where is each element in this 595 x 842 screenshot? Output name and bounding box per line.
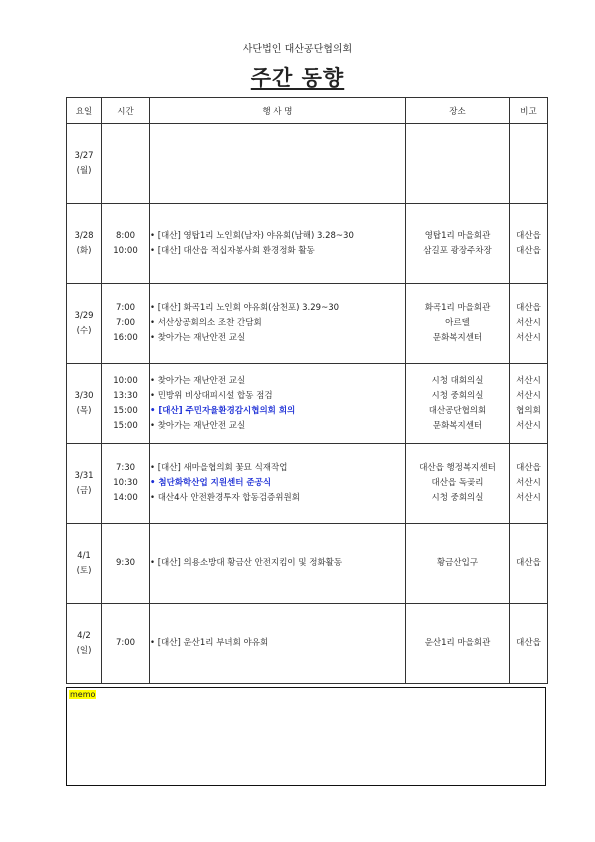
event-item: • [대산] 주민자율환경감시협의회 회의	[150, 405, 296, 416]
event-item: • [대산] 의용소방대 황금산 안전지킴이 및 정화활동	[150, 558, 343, 568]
note-text: 대산읍	[516, 638, 541, 648]
time-text: 9:30	[115, 558, 136, 568]
header-event: 행 사 명	[150, 98, 406, 124]
weekday-text: (화)	[76, 245, 92, 256]
weekly-schedule-table	[66, 97, 548, 684]
note-cell	[510, 604, 548, 684]
table-row	[67, 284, 548, 364]
place-cell	[406, 364, 510, 444]
day-cell	[67, 444, 102, 524]
time-text: 8:00	[115, 230, 136, 241]
place-text: 시청 중회의실	[431, 390, 484, 401]
note-cell	[510, 124, 548, 204]
header-day: 요일	[67, 98, 102, 124]
event-cell	[150, 524, 406, 604]
note-text: 대산읍	[516, 230, 541, 241]
memo-label: memo	[70, 690, 96, 699]
time-cell	[102, 524, 150, 604]
date-text: 3/29	[74, 310, 94, 321]
note-cell	[510, 284, 548, 364]
time-text: 7:00	[115, 318, 136, 328]
table-row	[67, 604, 548, 684]
event-cell	[150, 604, 406, 684]
note-cell	[510, 524, 548, 604]
day-cell	[67, 204, 102, 284]
table-row	[67, 524, 548, 604]
weekday-text: (토)	[76, 565, 92, 576]
event-item: • [대산] 대산읍 적십자봉사회 환경정화 활동	[150, 245, 315, 256]
place-text: 시청 대회의실	[431, 375, 484, 386]
event-cell	[150, 284, 406, 364]
place-text: 문화복지센터	[432, 333, 483, 343]
place-cell	[406, 284, 510, 364]
table-row	[67, 204, 548, 284]
place-text: 영탑1리 마을회관	[424, 230, 491, 241]
event-cell	[150, 364, 406, 444]
time-cell	[102, 604, 150, 684]
table-row	[67, 124, 548, 204]
time-cell	[102, 444, 150, 524]
time-text: 7:00	[115, 303, 136, 313]
time-text: 15:00	[113, 405, 138, 416]
date-text: 3/31	[74, 470, 94, 481]
note-text: 서산시	[516, 375, 541, 386]
place-text: 문화복지센터	[432, 420, 483, 431]
note-text: 대산읍	[516, 245, 541, 256]
note-text: 서산시	[516, 493, 541, 503]
table-row	[67, 364, 548, 444]
note-cell	[510, 444, 548, 524]
time-cell	[102, 284, 150, 364]
place-text: 대산읍 독곶리	[431, 478, 484, 488]
event-item: • 서산상공회의소 조찬 간담회	[150, 318, 262, 328]
place-cell	[406, 204, 510, 284]
event-item: • [대산] 영탑1리 노인회(남자) 야유회(남해) 3.28~30	[150, 230, 354, 241]
note-text: 서산시	[516, 420, 541, 431]
time-text: 14:00	[113, 493, 138, 503]
event-item: • 대산4사 안전환경투자 합동검증위원회	[150, 493, 300, 503]
event-item: • [대산] 운산1리 부녀회 야유회	[150, 638, 269, 648]
note-text: 서산시	[516, 333, 541, 343]
date-text: 3/28	[74, 230, 94, 241]
note-text: 대산읍	[516, 558, 541, 568]
time-cell	[102, 204, 150, 284]
time-text: 7:00	[115, 638, 136, 648]
weekday-text: (일)	[76, 645, 92, 656]
place-cell	[406, 124, 510, 204]
place-text: 시청 중회의실	[431, 493, 484, 503]
day-cell	[67, 604, 102, 684]
day-cell	[67, 524, 102, 604]
place-text: 대산읍 행정복지센터	[419, 463, 496, 473]
day-cell	[67, 124, 102, 204]
table-header-row	[67, 98, 548, 124]
time-text: 10:00	[113, 245, 138, 256]
note-text: 대산읍	[516, 463, 541, 473]
event-item: • [대산] 화곡1리 노인회 야유회(삼천포) 3.29~30	[150, 303, 340, 313]
organization-name: 사단법인 대산공단협의회	[242, 44, 353, 55]
event-cell	[150, 444, 406, 524]
date-text: 3/30	[74, 390, 94, 401]
date-text: 4/2	[77, 630, 91, 641]
place-text: 아르델	[445, 318, 470, 328]
place-text: 황금산입구	[436, 558, 479, 568]
event-item: • 첨단화학산업 지원센터 준공식	[150, 478, 272, 488]
event-item: • 찾아가는 재난안전 교실	[150, 333, 246, 343]
weekday-text: (수)	[76, 325, 92, 336]
note-text: 서산시	[516, 318, 541, 328]
memo-box[interactable]	[66, 687, 546, 786]
time-text: 16:00	[113, 333, 138, 343]
event-item: • 찾아가는 재난안전 교실	[150, 375, 246, 386]
event-item: • 민방위 비상대피시설 합동 점검	[150, 390, 273, 401]
note-cell	[510, 364, 548, 444]
header-place: 장소	[406, 98, 510, 124]
note-text: 서산시	[516, 478, 541, 488]
place-text: 삼길포 광장주차장	[423, 245, 492, 256]
place-text: 대산공단협의회	[428, 405, 487, 416]
header-time: 시간	[102, 98, 150, 124]
note-cell	[510, 204, 548, 284]
place-cell	[406, 524, 510, 604]
place-cell	[406, 604, 510, 684]
day-cell	[67, 364, 102, 444]
date-text: 3/27	[74, 150, 94, 161]
page-title	[0, 62, 595, 92]
weekday-text: (월)	[76, 165, 92, 176]
event-item: • [대산] 새마을협의회 꽃묘 식재작업	[150, 463, 288, 473]
weekday-text: (목)	[76, 405, 92, 416]
time-cell	[102, 364, 150, 444]
place-text: 운산1리 마을회관	[424, 638, 491, 648]
time-text: 10:00	[113, 375, 138, 386]
event-cell	[150, 204, 406, 284]
event-cell	[150, 124, 406, 204]
time-cell	[102, 124, 150, 204]
note-text: 협의회	[516, 405, 541, 416]
place-text: 화곡1리 마을회관	[424, 303, 491, 313]
note-text: 서산시	[516, 390, 541, 401]
weekday-text: (금)	[76, 485, 92, 496]
event-item: • 찾아가는 재난안전 교실	[150, 420, 246, 431]
time-text: 15:00	[113, 420, 138, 431]
time-text: 10:30	[113, 478, 138, 488]
date-text: 4/1	[77, 550, 91, 561]
note-text: 대산읍	[516, 303, 541, 313]
time-text: 7:30	[115, 463, 136, 473]
header-note: 비고	[510, 98, 548, 124]
time-text: 13:30	[113, 390, 138, 401]
place-cell	[406, 444, 510, 524]
table-row	[67, 444, 548, 524]
day-cell	[67, 284, 102, 364]
page-title-text: 주간 동향	[250, 66, 345, 90]
